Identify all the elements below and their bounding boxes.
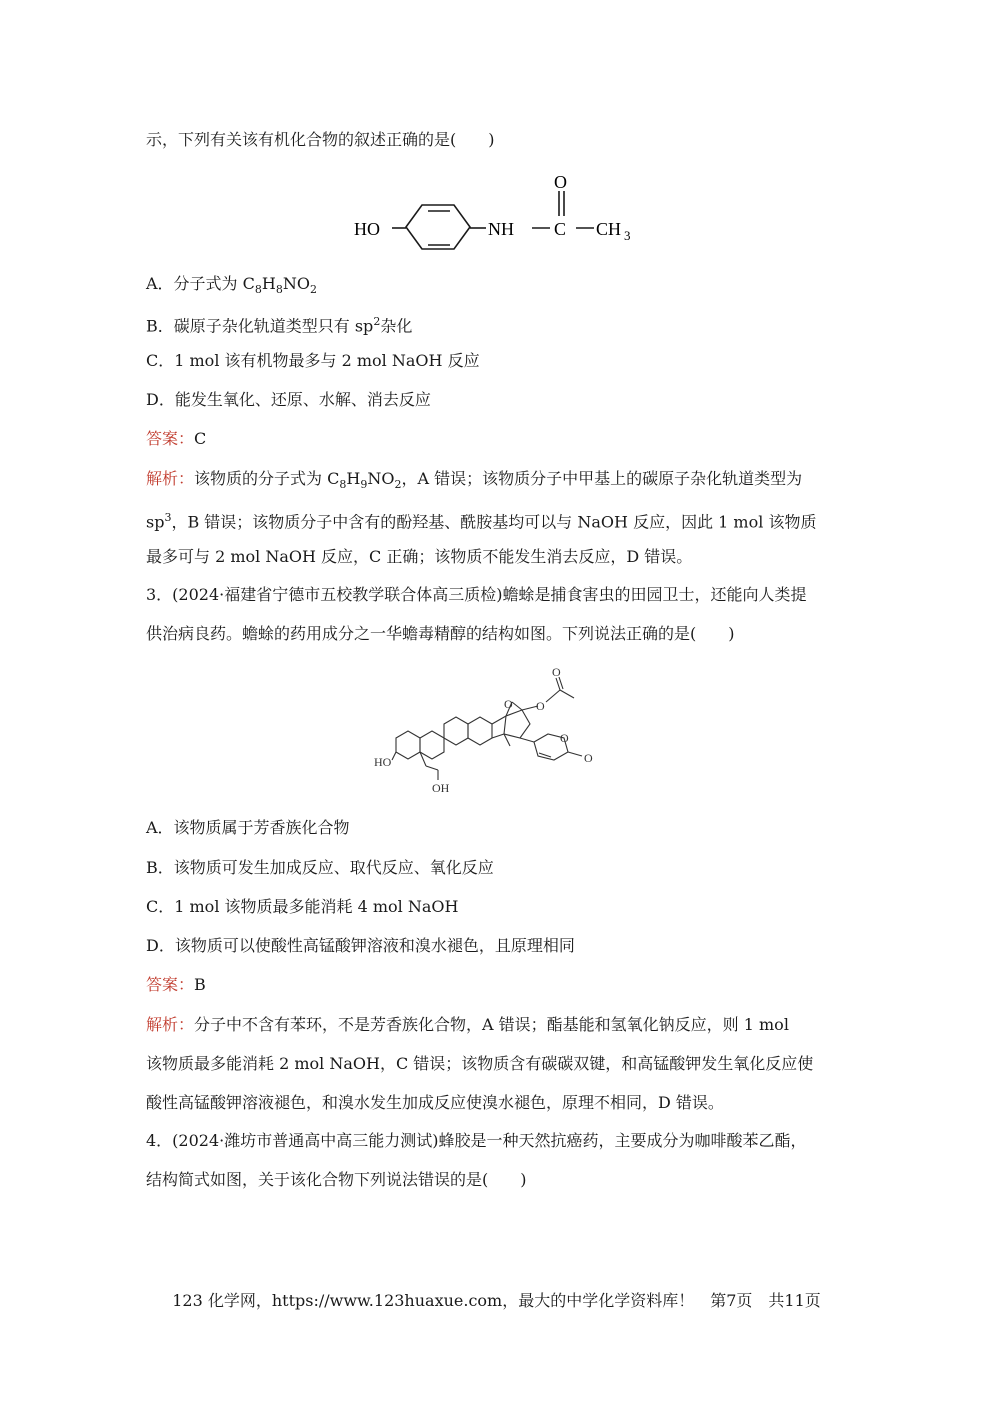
- q3-option-c: C．1 mol 该物质最多能消耗 4 mol NaOH: [146, 897, 459, 916]
- q2-stem-continuation: 示，下列有关该有机化合物的叙述正确的是( ): [146, 130, 495, 149]
- oh-label: OH: [432, 781, 450, 795]
- q3-stem-line-2: 供治病良药。蟾蜍的药用成分之一华蟾毒精醇的结构如图。下列说法正确的是( ): [146, 624, 735, 643]
- ho-label: HO: [374, 755, 392, 769]
- q2-structure-diagram: [350, 168, 650, 250]
- q3-option-a: A．该物质属于芳香族化合物: [146, 818, 350, 837]
- ester-o-label: O: [536, 699, 545, 713]
- q3-explanation-line-3: 酸性高锰酸钾溶液褪色，和溴水发生加成反应使溴水褪色，原理不相同，D 错误。: [146, 1093, 724, 1112]
- q3-answer: 答案：B: [146, 975, 206, 994]
- methyl-label: CH: [596, 219, 622, 239]
- q2-answer: 答案：C: [146, 429, 207, 448]
- ho-label: HO: [354, 219, 380, 239]
- page-footer: 123 化学网，https://www.123huaxue.com，最大的中学化学资料库！ 第7页 共11页: [172, 1291, 821, 1310]
- nh-label: NH: [488, 219, 514, 239]
- q2-option-b: B．碳原子杂化轨道类型只有 $sp^2$杂化: [146, 315, 413, 336]
- epoxide-o-label: O: [504, 697, 513, 711]
- q3-stem-line-1: 3．(2024·福建省宁德市五校教学联合体高三质检)蟾蜍是捕食害虫的田园卫士，还能向人类提: [146, 585, 807, 604]
- carbonyl-o-label: O: [552, 665, 561, 679]
- q3-option-b: B．该物质可发生加成反应、取代反应、氧化反应: [146, 858, 494, 877]
- methyl-subscript: 3: [624, 228, 631, 243]
- q4-stem-line-2: 结构简式如图，关于该化合物下列说法错误的是( ): [146, 1170, 527, 1189]
- q2-option-a: A．分子式为 $C_8H_8NO_2$: [146, 274, 317, 297]
- q2-explanation-line-1: 解析：该物质的分子式为 $C_8H_9NO_2$，A 错误；该物质分子中甲基上的碳原子杂化轨道类型为: [146, 469, 803, 492]
- q3-structure-diagram: [370, 662, 630, 797]
- carbonyl-c-label: C: [554, 219, 567, 239]
- q2-option-c: C．1 mol 该有机物最多与 2 mol NaOH 反应: [146, 351, 480, 370]
- q3-option-d: D．该物质可以使酸性高锰酸钾溶液和溴水褪色，且原理相同: [146, 936, 575, 955]
- ring-o-label: O: [560, 731, 569, 745]
- q4-stem-line-1: 4．(2024·潍坊市普通高中高三能力测试)蜂胶是一种天然抗癌药，主要成分为咖啡酸苯乙酯，: [146, 1131, 807, 1150]
- carbonyl-o-label: O: [554, 172, 567, 192]
- q2-explanation-line-2: $sp^3$，B 错误；该物质分子中含有的酚羟基、酰胺基均可以与 NaOH 反应，因此 1 mol 该物质: [146, 511, 817, 532]
- q2-explanation-line-3: 最多可与 2 mol NaOH 反应，C 正确；该物质不能发生消去反应，D 错误。: [146, 547, 693, 566]
- q2-option-d: D．能发生氧化、还原、水解、消去反应: [146, 390, 431, 409]
- q3-explanation-line-2: 该物质最多能消耗 2 mol NaOH，C 错误；该物质含有碳碳双键，和高锰酸钾发生氧化反应使: [146, 1054, 814, 1073]
- lactone-o-label: O: [584, 751, 593, 765]
- q3-explanation-line-1: 解析：分子中不含有苯环，不是芳香族化合物，A 错误；酯基能和氢氧化钠反应，则 1 mol: [146, 1015, 789, 1034]
